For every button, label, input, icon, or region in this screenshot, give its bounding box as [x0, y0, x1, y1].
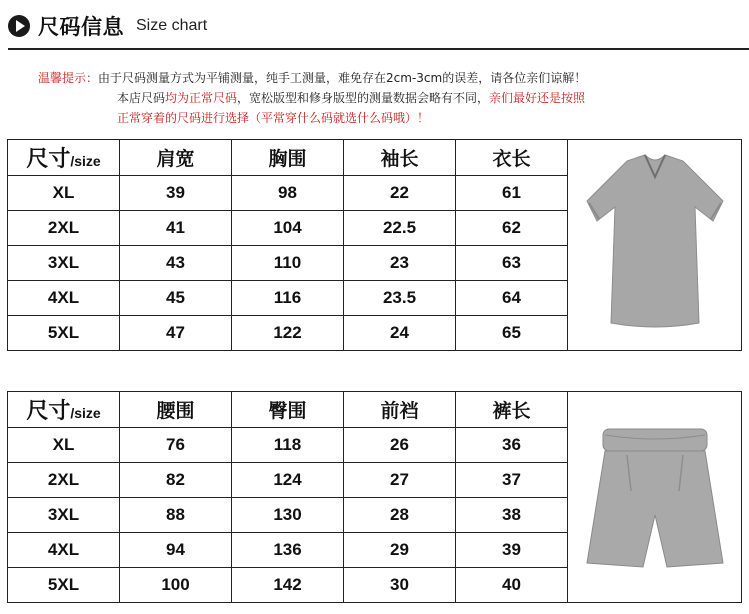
column-header: 衣长 — [456, 140, 568, 176]
column-header: 肩宽 — [120, 140, 232, 176]
size-header: 尺寸/size — [8, 392, 120, 428]
tips-label: 温馨提示： — [38, 71, 99, 85]
size-header: 尺寸/size — [8, 140, 120, 176]
column-header: 胸围 — [232, 140, 344, 176]
table-row: XL 76 118 26 36 — [8, 428, 742, 463]
table-row: 3XL 43 110 23 63 — [8, 246, 742, 281]
page-title: 尺码信息 — [38, 15, 124, 39]
table-row: 5XL 100 142 30 40 — [8, 568, 742, 603]
table-header-row — [8, 140, 742, 176]
page-subtitle: Size chart — [136, 17, 208, 34]
tips-block — [38, 68, 738, 128]
table-row: 2XL 41 104 22.5 62 — [8, 211, 742, 246]
column-header: 裤长 — [456, 392, 568, 428]
top-size-table — [7, 139, 742, 351]
table-row: XL 39 98 22 61 — [8, 176, 742, 211]
column-header: 袖长 — [344, 140, 456, 176]
tips-line-1: 温馨提示：由于尺码测量方式为平铺测量，纯手工测量，难免存在2cm-3cm的误差，请各位亲们谅解！ — [38, 71, 587, 85]
play-circle-icon — [8, 15, 30, 37]
table-row: 3XL 88 130 28 38 — [8, 498, 742, 533]
table-row: 4XL 45 116 23.5 64 — [8, 281, 742, 316]
bottom-garment-image — [568, 392, 742, 603]
bottom-size-table — [7, 391, 742, 603]
column-header: 腰围 — [120, 392, 232, 428]
tips-line-3: 正常穿着的尺码进行选择（平常穿什么码就选什么码哦）！ — [117, 111, 430, 125]
header-divider — [8, 48, 749, 50]
shorts-icon — [575, 395, 735, 595]
section-header — [8, 12, 207, 40]
table-row: 5XL 47 122 24 65 — [8, 316, 742, 351]
column-header: 前裆 — [344, 392, 456, 428]
table-row: 4XL 94 136 29 39 — [8, 533, 742, 568]
top-garment-image — [568, 140, 742, 351]
tshirt-icon — [575, 143, 735, 343]
column-header: 臀围 — [232, 392, 344, 428]
table-header-row — [8, 392, 742, 428]
table-row: 2XL 82 124 27 37 — [8, 463, 742, 498]
tips-line-2: 本店尺码均为正常尺码，宽松版型和修身版型的测量数据会略有不同，亲们最好还是按照 — [117, 91, 586, 105]
